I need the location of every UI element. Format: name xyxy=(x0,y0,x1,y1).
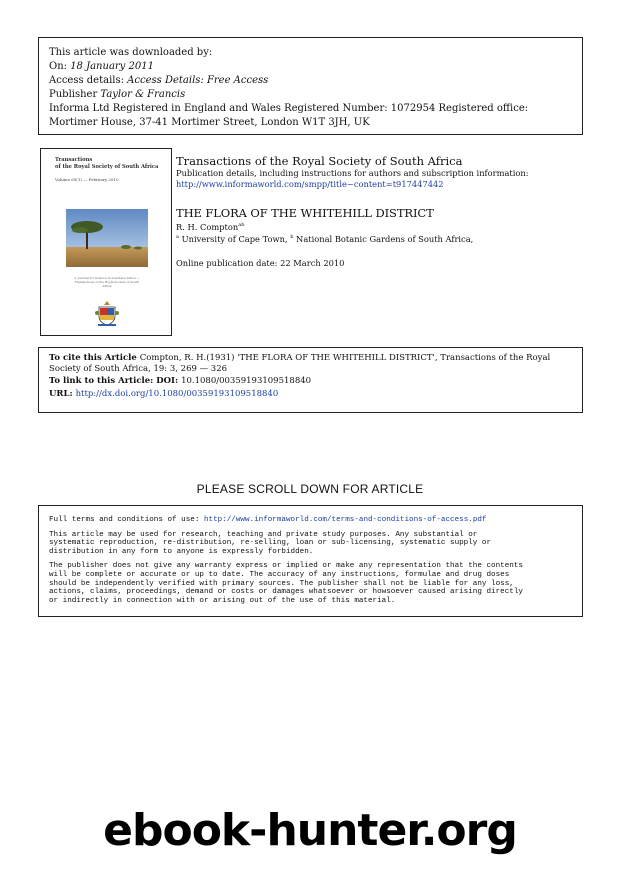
download-info-box xyxy=(38,37,583,135)
terms-url-link[interactable]: http://www.informaworld.com/terms-and-conditions-of-access.pdf xyxy=(203,516,487,524)
cover-title: Transactions of the Royal Society of South Africa xyxy=(55,157,159,170)
society-crest-icon xyxy=(94,299,120,327)
journal-title: Transactions of the Royal Society of South Africa xyxy=(176,154,463,168)
download-date: On: 18 January 2011 xyxy=(49,61,154,72)
affiliations: $^a$ University of Cape Town, $^b$ National Botanic Gardens of South Africa, xyxy=(176,234,474,245)
publication-date: Online publication date: 22 March 2010 xyxy=(176,257,345,268)
author: R. H. Compton$^{ab}$ xyxy=(176,221,245,232)
terms-usage-paragraph: This article may be used for research, teaching and private study purposes. Any substantial or systematic reproduction, re-distribution, re-selling, loan or sub-licensing, systematic supply or distribution in any form to anyone is expressly forbidden. xyxy=(49,530,492,556)
downloaded-by: This article was downloaded by: xyxy=(49,47,213,58)
doi-link: To link to this Article: DOI: 10.1080/00359193109518840 xyxy=(49,376,312,386)
cover-caption: A Journal for Science in Southern Africa — Transactions of the Royal Society of South Africa xyxy=(74,276,140,288)
cover-landscape-photo xyxy=(66,209,148,267)
scroll-down-banner: PLEASE SCROLL DOWN FOR ARTICLE xyxy=(196,482,424,496)
article-title: THE FLORA OF THE WHITEHILL DISTRICT xyxy=(176,206,434,220)
journal-cover-image xyxy=(40,148,172,336)
doi-url-link[interactable]: http://dx.doi.org/10.1080/00359193109518840 xyxy=(75,388,279,399)
cite-article: To cite this Article Compton, R. H.(1931) 'THE FLORA OF THE WHITEHILL DISTRICT', Transactions of the Royal Society of South Africa, 19: 3, 269 — 326 xyxy=(49,353,551,374)
terms-box xyxy=(38,505,583,617)
cover-volume: Volume 65(1) — February 2010 xyxy=(55,177,119,182)
terms-intro: Full terms and conditions of use: http://www.informaworld.com/terms-and-conditions-of-access.pdf xyxy=(49,516,487,524)
access-details: Access details: Access Details: Free Access xyxy=(49,75,269,86)
article-info xyxy=(176,154,586,268)
watermark-text: ebook-hunter.org xyxy=(103,805,517,856)
publication-details: Publication details, including instructions for authors and subscription information: xyxy=(176,168,529,178)
registration-info: Informa Ltd Registered in England and Wales Registered Number: 1072954 Registered office: Mortimer House, 37-41 Mortimer Street, London W1T 3JH, UK xyxy=(49,103,529,128)
terms-disclaimer-paragraph: The publisher does not give any warranty express or implied or make any representation that the contents will be complete or accurate or up to date. The accuracy of any instructions, formulae and drug doses should be independently verified with primary sources. The publisher shall not be liable for any loss, actions, claims, proceedings, demand or costs or damages whatsoever or howsoever caused arising directly or indirectly in connection with or arising out of the use of this material. xyxy=(49,562,523,605)
citation-box xyxy=(38,347,583,413)
publisher: Publisher Taylor & Francis xyxy=(49,89,186,100)
journal-url-link[interactable]: http://www.informaworld.com/smpp/title~content=t917447442 xyxy=(176,178,444,189)
url-row: URL: http://dx.doi.org/10.1080/00359193109518840 xyxy=(49,388,279,399)
